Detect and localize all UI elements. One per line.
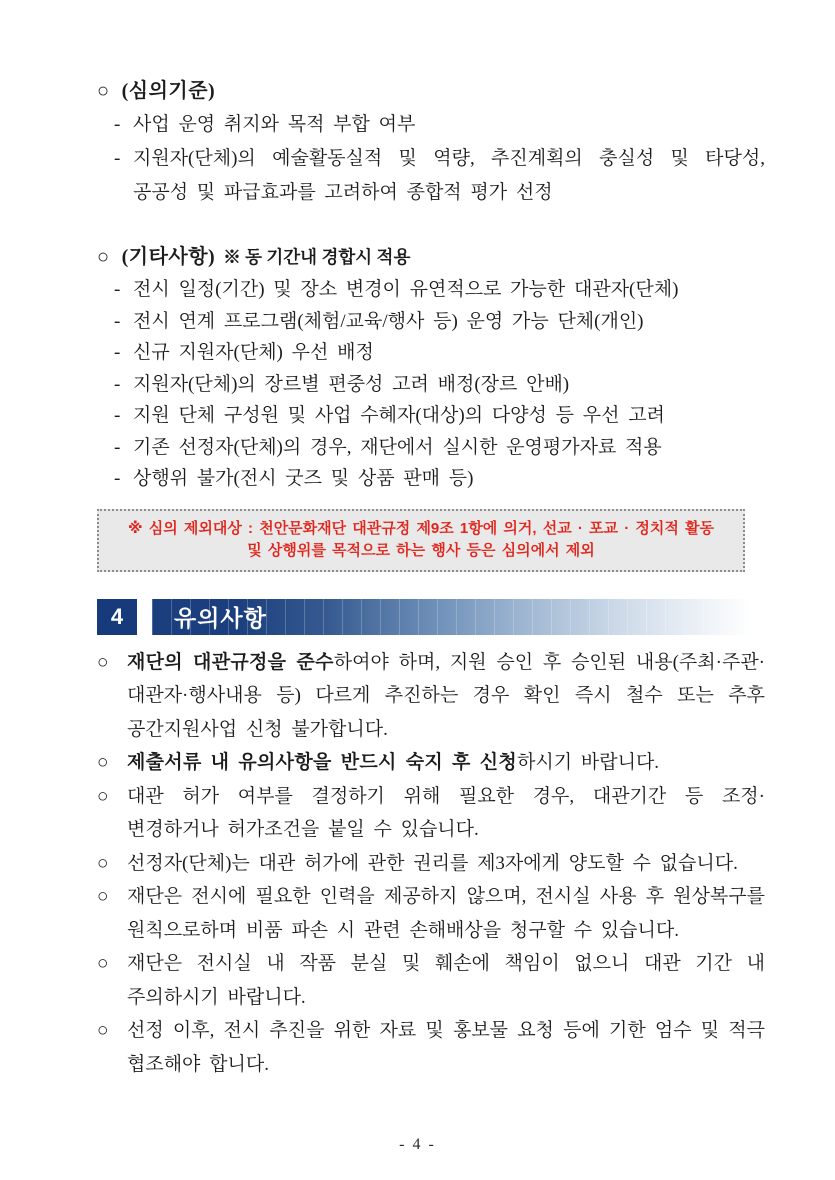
dash-marker: - — [114, 148, 121, 169]
dash-marker: - — [114, 405, 121, 426]
dash-marker: - — [114, 373, 121, 395]
review-criteria-title: (심의기준) — [121, 80, 216, 102]
page-number: - 4 - — [399, 1136, 436, 1153]
dash-marker: - — [114, 114, 121, 135]
caution-bullet-list — [97, 646, 765, 1082]
list-item — [97, 142, 765, 210]
review-criteria-list — [97, 108, 765, 210]
bullet-text: 대관 허가 여부를 결정하기 위해 필요한 경우, 대관기간 등 조정·변경하거나 허가조건을 붙일 수 있습니다. — [127, 785, 765, 840]
list-item — [97, 306, 765, 338]
dash-marker: - — [114, 468, 121, 489]
list-item — [97, 337, 765, 369]
caution-bullet — [97, 847, 765, 881]
bullet-text: 재단은 전시실 내 작품 분실 및 훼손에 책임이 없으니 대관 기간 내 주의하시기 바랍니다. — [127, 953, 765, 1008]
caution-bullet — [97, 1014, 765, 1081]
bullet-text: 선정 이후, 전시 추진을 위한 자료 및 홍보물 요청 등에 기한 엄수 및 적극 협조해야 합니다. — [127, 1020, 765, 1075]
list-item-text: 전시 일정(기간) 및 장소 변경이 유연적으로 가능한 대관자(단체) — [133, 279, 679, 300]
circle-bullet-marker: ○ — [97, 785, 109, 807]
caution-bullet — [97, 780, 765, 847]
section-header-gap — [137, 599, 152, 635]
caution-bullet — [97, 880, 765, 947]
notice-line-1: ※ 심의 제외대상 : 천안문화재단 대관규정 제9조 1항에 의거, 선교 · 포교 · 정치적 활동 — [128, 519, 714, 537]
bullet-text: 하시기 바랍니다. — [517, 752, 660, 773]
list-item — [97, 108, 765, 142]
bullet-bold-text: 제출서류 내 유의사항을 반드시 숙지 후 신청 — [127, 752, 518, 773]
bullet-text: 재단은 전시에 필요한 인력을 제공하지 않으며, 전시실 사용 후 원상복구를 원칙으로하며 비품 파손 시 관련 손해배상을 청구할 수 있습니다. — [127, 886, 765, 941]
circle-bullet-marker: ○ — [97, 1020, 109, 1041]
circle-bullet-marker: ○ — [97, 246, 110, 268]
review-exclusion-notice-box — [97, 509, 745, 572]
circle-bullet-marker: ○ — [97, 953, 109, 974]
circle-bullet-marker: ○ — [97, 852, 109, 874]
list-item-text: 상행위 불가(전시 굿즈 및 상품 판매 등) — [133, 468, 474, 489]
circle-bullet-marker: ○ — [97, 886, 109, 907]
etc-items-heading — [97, 240, 765, 274]
list-item-text: 지원자(단체)의 장르별 편중성 고려 배정(장르 안배) — [133, 373, 570, 395]
dash-marker: - — [114, 279, 121, 300]
list-item-text: 지원 단체 구성원 및 사업 수혜자(대상)의 다양성 등 우선 고려 — [133, 405, 665, 426]
section-title: 유의사항 — [174, 605, 267, 631]
list-item — [97, 274, 765, 306]
etc-items-section — [97, 240, 765, 495]
review-criteria-heading — [97, 74, 765, 108]
notice-line-2: 및 상행위를 목적으로 하는 행사 등은 심의에서 제외 — [247, 541, 595, 559]
list-item-text: 신규 지원자(단체) 우선 배정 — [133, 342, 374, 363]
list-item — [97, 369, 765, 401]
list-item-text: 사업 운영 취지와 목적 부합 여부 — [133, 114, 416, 135]
list-item-text: 지원자(단체)의 예술활동실적 및 역량, 추진계획의 충실성 및 타당성, 공공성 및 파급효과를 고려하여 종합적 평가 선정 — [133, 148, 765, 203]
circle-bullet-marker: ○ — [97, 80, 110, 102]
list-item-text: 기존 선정자(단체)의 경우, 재단에서 실시한 운영평가자료 적용 — [133, 436, 662, 458]
caution-bullet — [97, 746, 765, 780]
list-item — [97, 432, 765, 464]
caution-bullet — [97, 646, 765, 747]
review-criteria-section — [97, 74, 765, 210]
etc-items-list — [97, 274, 765, 495]
dash-marker: - — [114, 436, 121, 458]
circle-bullet-marker: ○ — [97, 752, 109, 773]
bullet-bold-text: 재단의 대관규정을 준수 — [127, 651, 334, 673]
bullet-text: 하여야 하며, 지원 승인 후 승인된 내용(주최·주관·대관자·행사내용 등) 다르게 추진하는 경우 확인 즉시 철수 또는 추후 공간지원사업 신청 불가합니다. — [127, 651, 766, 740]
dash-marker: - — [114, 342, 121, 363]
etc-items-note: ※ 동 기간내 경합시 적용 — [223, 247, 411, 267]
section-4-header — [97, 599, 765, 635]
list-item-text: 전시 연계 프로그램(체험/교육/행사 등) 운영 가능 단체(개인) — [133, 310, 644, 332]
dash-marker: - — [114, 310, 121, 332]
etc-items-title: (기타사항) — [121, 246, 216, 268]
list-item — [97, 400, 765, 432]
section-title-bar — [152, 599, 765, 635]
section-number-badge: 4 — [97, 599, 137, 635]
circle-bullet-marker: ○ — [97, 651, 109, 673]
bullet-text: 선정자(단체)는 대관 허가에 관한 권리를 제3자에게 양도할 수 없습니다. — [127, 852, 738, 874]
list-item — [97, 463, 765, 495]
caution-bullet — [97, 947, 765, 1014]
